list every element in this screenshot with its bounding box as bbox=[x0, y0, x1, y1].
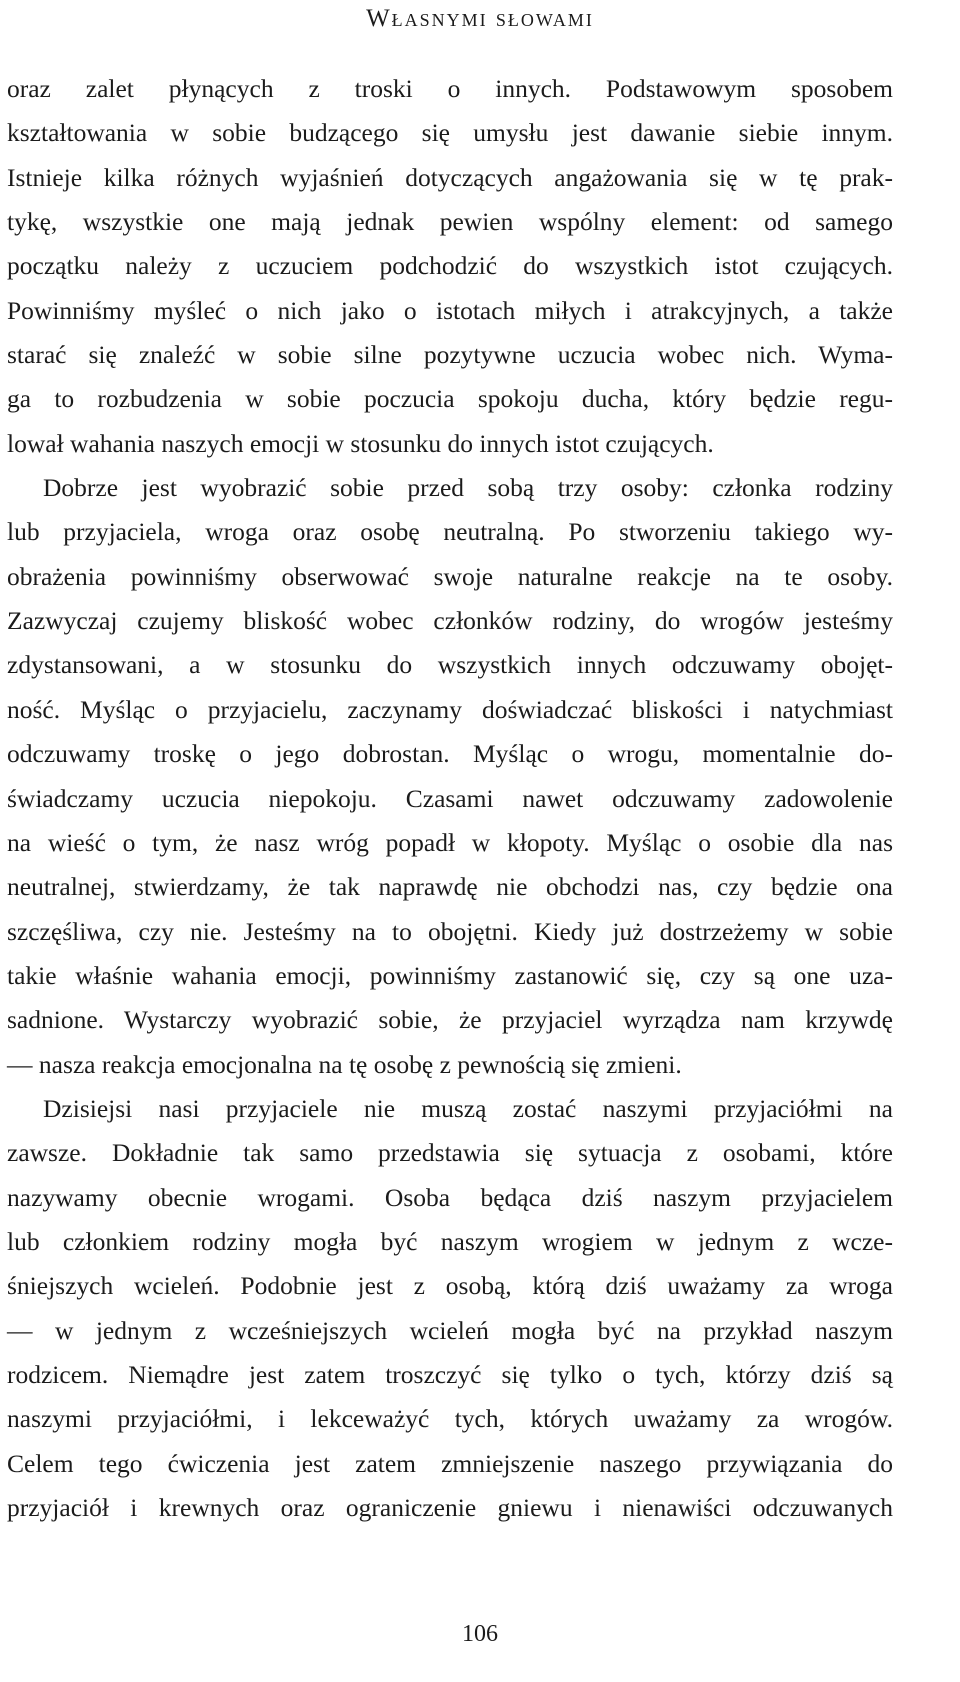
text-line: zawsze. Dokładnie tak samo przedstawia się sytuacja z osobami, które bbox=[7, 1138, 893, 1168]
text-line: starać się znaleźć w sobie silne pozytywne uczucia wobec nich. Wyma- bbox=[7, 340, 893, 370]
text-line: początku należy z uczuciem podchodzić do wszystkich istot czujących. bbox=[7, 251, 893, 281]
text-line: neutralnej, stwierdzamy, że tak naprawdę nie obchodzi nas, czy będzie ona bbox=[7, 872, 893, 902]
text-line: kształtowania w sobie budzącego się umysłu jest dawanie siebie innym. bbox=[7, 118, 893, 148]
text-line: lub członkiem rodziny mogła być naszym wrogiem w jednym z wcze- bbox=[7, 1226, 893, 1256]
text-line: Dobrze jest wyobrazić sobie przed sobą trzy osoby: członka rodziny bbox=[43, 473, 893, 503]
text-line: szczęśliwa, czy nie. Jesteśmy na to obojętni. Kiedy już dostrzeżemy w sobie bbox=[7, 916, 893, 946]
text-line: na wieść o tym, że nasz wróg popadł w kłopoty. Myśląc o osobie dla nas bbox=[7, 827, 893, 857]
text-line: zdystansowani, a w stosunku do wszystkich innych odczuwamy obojęt- bbox=[7, 650, 893, 680]
text-line: sadnione. Wystarczy wyobrazić sobie, że przyjaciel wyrządza nam krzywdę bbox=[7, 1005, 893, 1035]
text-line: śniejszych wcieleń. Podobnie jest z osobą, którą dziś uważamy za wroga bbox=[7, 1271, 893, 1301]
text-line: lub przyjaciela, wroga oraz osobę neutralną. Po stworzeniu takiego wy- bbox=[7, 517, 893, 547]
text-line: tykę, wszystkie one mają jednak pewien wspólny element: od samego bbox=[7, 207, 893, 237]
running-head: Własnymi słowami bbox=[366, 5, 594, 32]
body-text bbox=[7, 67, 893, 1530]
text-line: obrażenia powinniśmy obserwować swoje naturalne reakcje na te osoby. bbox=[7, 561, 893, 591]
text-line: Zazwyczaj czujemy bliskość wobec członków rodziny, do wrogów jesteśmy bbox=[7, 606, 893, 636]
text-line: Istnieje kilka różnych wyjaśnień dotyczących angażowania się w tę prak- bbox=[7, 162, 893, 192]
text-line: nazywamy obecnie wrogami. Osoba będąca dziś naszym przyjacielem bbox=[7, 1182, 893, 1212]
text-line: odczuwamy troskę o jego dobrostan. Myśląc o wrogu, momentalnie do- bbox=[7, 739, 893, 769]
text-line: ga to rozbudzenia w sobie poczucia spokoju ducha, który będzie regu- bbox=[7, 384, 893, 414]
text-line: świadczamy uczucia niepokoju. Czasami nawet odczuwamy zadowolenie bbox=[7, 783, 893, 813]
text-line: — w jednym z wcześniejszych wcieleń mogła być na przykład naszym bbox=[7, 1315, 893, 1345]
text-line: Powinniśmy myśleć o nich jako o istotach miłych i atrakcyjnych, a także bbox=[7, 295, 893, 325]
text-line: lował wahania naszych emocji w stosunku do innych istot czujących. bbox=[7, 428, 714, 458]
text-line: Celem tego ćwiczenia jest zatem zmniejszenie naszego przywiązania do bbox=[7, 1448, 893, 1478]
text-line: rodzicem. Niemądre jest zatem troszczyć się tylko o tych, którzy dziś są bbox=[7, 1359, 893, 1389]
text-line: — nasza reakcja emocjonalna na tę osobę z pewnością się zmieni. bbox=[7, 1049, 682, 1079]
page-number: 106 bbox=[462, 1621, 498, 1647]
text-line: naszymi przyjaciółmi, i lekceważyć tych, których uważamy za wrogów. bbox=[7, 1404, 893, 1434]
text-line: oraz zalet płynących z troski o innych. Podstawowym sposobem bbox=[7, 74, 893, 103]
text-line: Dzisiejsi nasi przyjaciele nie muszą zostać naszymi przyjaciółmi na bbox=[43, 1093, 893, 1123]
text-line: takie właśnie wahania emocji, powinniśmy zastanowić się, czy są one uza- bbox=[7, 960, 893, 990]
text-line: przyjaciół i krewnych oraz ograniczenie gniewu i nienawiści odczuwanych bbox=[7, 1493, 893, 1522]
text-line: ność. Myśląc o przyjacielu, zaczynamy doświadczać bliskości i natychmiast bbox=[7, 694, 893, 724]
